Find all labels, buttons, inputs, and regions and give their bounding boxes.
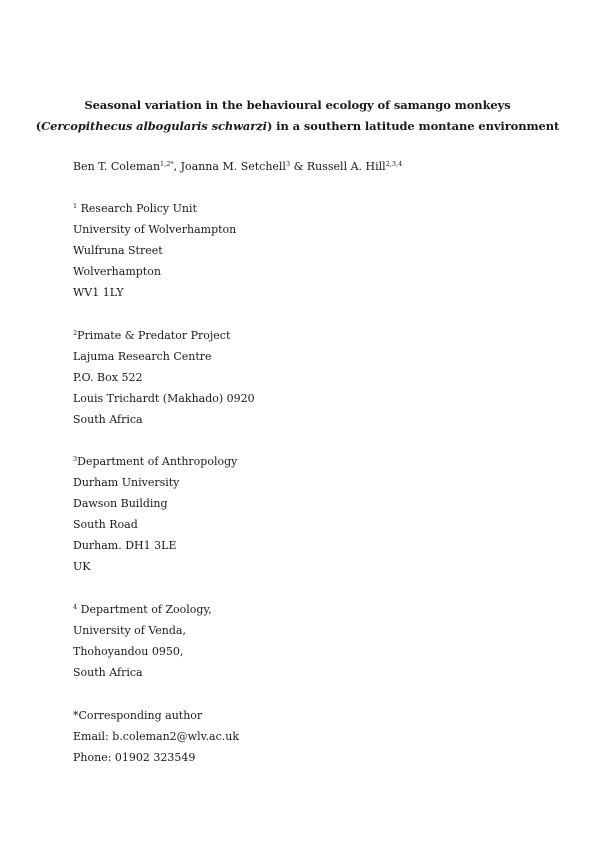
author-affiliation-marker: 3: [285, 160, 291, 168]
author-separator: &: [290, 160, 307, 173]
author-list: [73, 160, 402, 173]
paper-title-line-2: [0, 119, 595, 133]
corresponding-phone: Phone: 01902 323549: [73, 751, 196, 764]
affiliation-line: South Africa: [73, 666, 143, 679]
affiliation-4: [73, 599, 212, 683]
affiliation-number: 1: [73, 202, 78, 210]
affiliation-line: Wulfruna Street: [73, 244, 163, 257]
affiliation-line: Department of Anthropology: [77, 455, 238, 468]
affiliation-line: Thohoyandou 0950,: [73, 645, 184, 658]
affiliation-line: South Road: [73, 518, 138, 531]
paper-title-line-1: Seasonal variation in the behavioural ecology of samango monkeys: [84, 98, 511, 112]
corresponding-author: [73, 705, 239, 768]
affiliation-3: [73, 451, 237, 577]
title-line-2-rest: ) in a southern latitude montane environment: [266, 119, 560, 133]
corresponding-author-label: *Corresponding author: [73, 709, 203, 722]
affiliation-line: University of Venda,: [73, 624, 186, 637]
author-name: Joanna M. Setchell: [180, 160, 286, 173]
affiliation-number: 4: [73, 603, 78, 611]
affiliation-1: [73, 198, 236, 303]
affiliation-line: UK: [73, 560, 91, 573]
title-open-paren: (: [35, 119, 42, 133]
affiliation-line: Durham University: [73, 476, 180, 489]
affiliation-line: Research Policy Unit: [80, 202, 197, 215]
affiliation-line: P.O. Box 522: [73, 371, 143, 384]
author-affiliation-marker: 1,2*: [160, 160, 174, 168]
author-name: Russell A. Hill: [306, 160, 386, 173]
affiliation-line: South Africa: [73, 413, 143, 426]
affiliation-line: Dawson Building: [73, 497, 168, 510]
author-separator: ,: [173, 160, 181, 173]
affiliation-line: Wolverhampton: [73, 265, 161, 278]
species-name: Cercopithecus albogularis schwarzi: [41, 119, 267, 133]
corresponding-email: Email: b.coleman2@wlv.ac.uk: [73, 730, 239, 743]
affiliation-line: Primate & Predator Project: [77, 329, 231, 342]
affiliation-line: University of Wolverhampton: [73, 223, 237, 236]
author-name: Ben T. Coleman: [73, 160, 161, 173]
affiliation-2: [73, 325, 255, 430]
author-affiliation-marker: 2,3,4: [385, 160, 403, 168]
affiliation-line: Lajuma Research Centre: [73, 350, 212, 363]
affiliation-number: 2: [73, 329, 78, 337]
affiliation-line: Durham. DH1 3LE: [73, 539, 177, 552]
affiliation-number: 3: [73, 455, 78, 463]
affiliation-line: Department of Zoology,: [80, 603, 212, 616]
affiliation-line: Louis Trichardt (Makhado) 0920: [73, 392, 255, 405]
affiliation-line: WV1 1LY: [73, 286, 124, 299]
